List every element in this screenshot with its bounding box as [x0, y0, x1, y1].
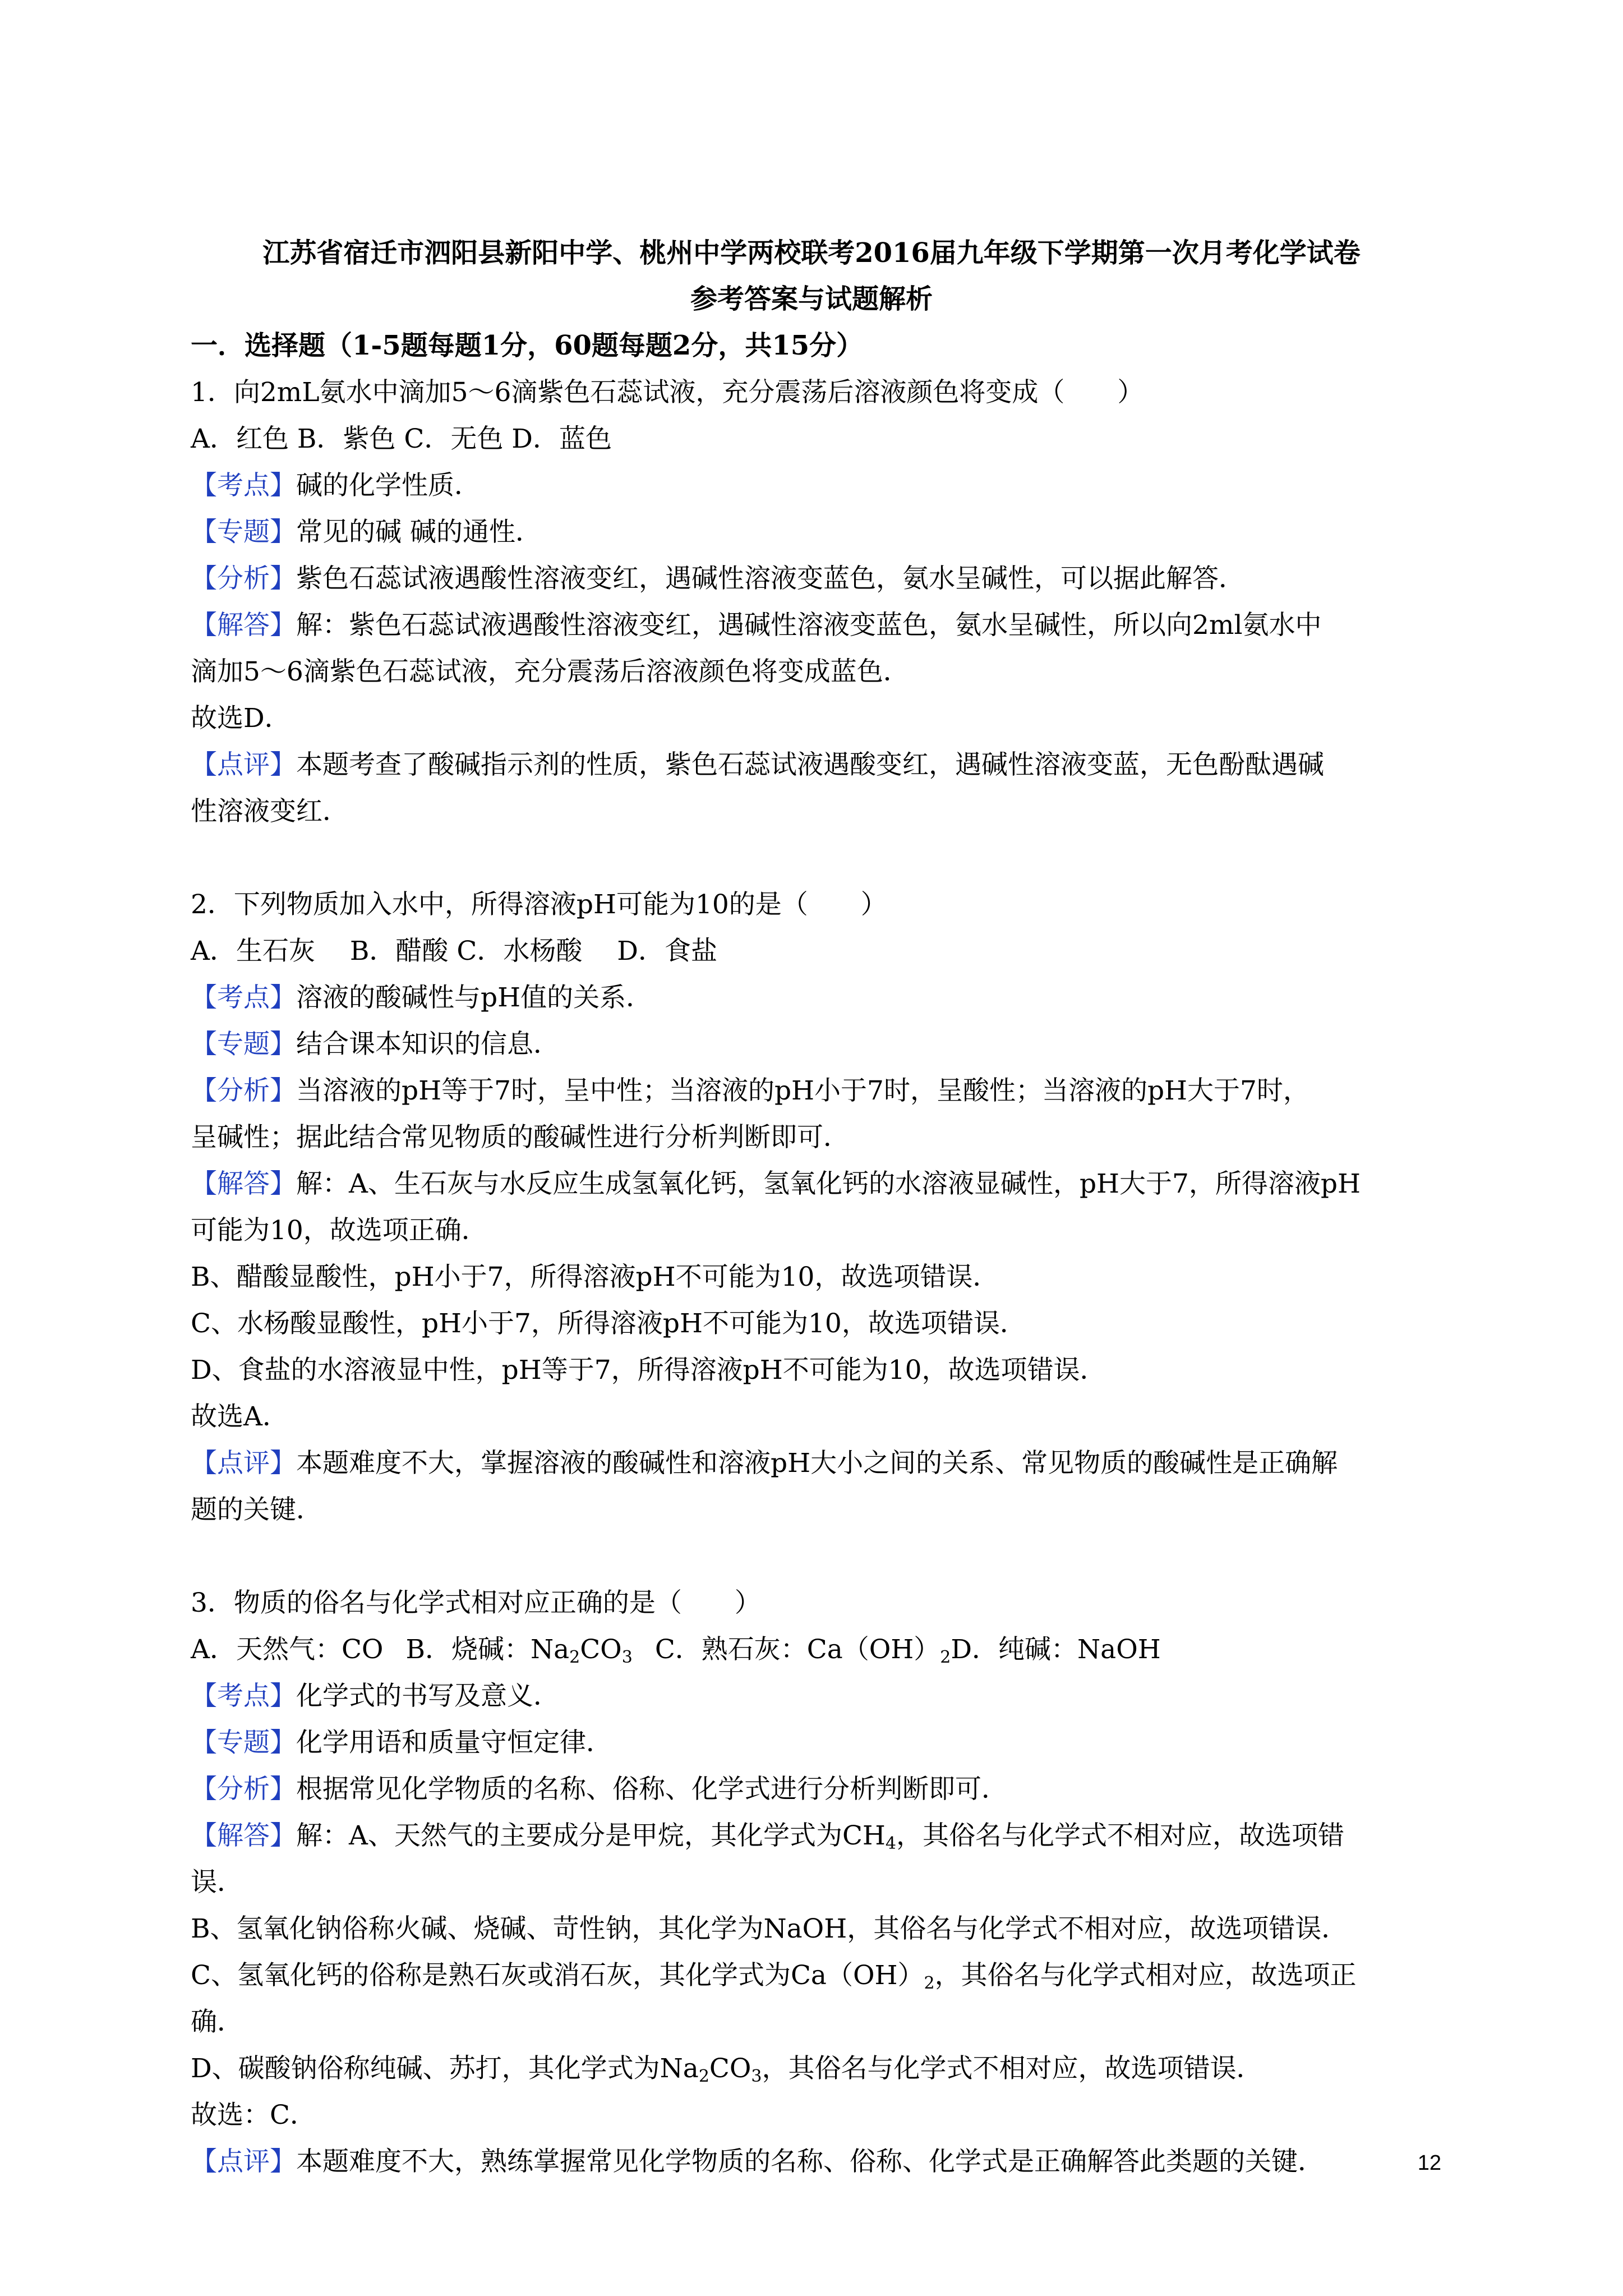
q3-answer: [191, 1812, 1441, 1859]
point-tag: 【考点】: [191, 470, 296, 501]
comment-tag: 【点评】: [191, 1448, 296, 1479]
q2-point-text: 溶液的酸碱性与pH值的关系．: [296, 982, 653, 1013]
q3-analysis: [191, 1766, 1441, 1812]
q2-topic: [191, 1021, 1441, 1068]
q3-answer-text: ，其俗名与化学式不相对应，故选项错: [896, 1820, 1344, 1851]
subscript: 2: [698, 2067, 709, 2086]
q2-comment: [191, 1440, 1441, 1487]
document-body: [191, 323, 1441, 2185]
subscript: 4: [885, 1834, 896, 1853]
q3-option-b: [405, 1634, 632, 1665]
q3-answer-c-text: C、氢氧化钙的俗称是熟石灰或消石灰，其化学式为Ca（OH）: [191, 1960, 924, 1991]
q2-choice: 故选A．: [191, 1401, 289, 1432]
q3-answer-d-text: ，其俗名与化学式不相对应，故选项错误．: [762, 2053, 1263, 2084]
q3-comment-text: 本题难度不大，熟练掌握常见化学物质的名称、俗称、化学式是正确解答此类题的关键．: [296, 2146, 1324, 2177]
q2-options: A．生石灰 B．醋酸 C．水杨酸 D．食盐: [191, 936, 717, 967]
q3-option-b-text: B．烧碱：Na: [405, 1634, 570, 1665]
q3-option-b-text: CO: [580, 1634, 622, 1665]
point-tag: 【考点】: [191, 982, 296, 1013]
page-number: 12: [1417, 2151, 1441, 2175]
q2-comment-cont: 题的关键．: [191, 1494, 322, 1525]
subscript: 2: [924, 1973, 935, 1993]
q1-comment-cont: 性溶液变红．: [191, 796, 349, 827]
q1-topic: [191, 509, 1441, 555]
spacer: [191, 1533, 1441, 1580]
q1-answer-cont: 滴加5～6滴紫色石蕊试液，充分震荡后溶液颜色将变成蓝色．: [191, 656, 910, 687]
q3-options: [191, 1626, 1441, 1673]
analysis-tag: 【分析】: [191, 1774, 296, 1805]
q2-analysis: [191, 1068, 1441, 1114]
topic-tag: 【专题】: [191, 1727, 296, 1758]
q3-answer-d-text: CO: [709, 2053, 751, 2084]
q3-answer-c-cont: 确．: [191, 2007, 243, 2037]
q1-topic-text: 常见的碱 碱的通性．: [296, 517, 542, 547]
q1-options: A．红色 B．紫色 C．无色 D．蓝色: [191, 424, 612, 454]
q2-analysis-text: 当溶液的pH等于7时，呈中性；当溶液的pH小于7时，呈酸性；当溶液的pH大于7时，: [296, 1075, 1310, 1106]
subscript: 2: [940, 1648, 951, 1667]
q1-analysis-text: 紫色石蕊试液遇酸性溶液变红，遇碱性溶液变蓝色，氨水呈碱性，可以据此解答．: [296, 563, 1245, 594]
subscript: 3: [621, 1648, 633, 1667]
answer-tag: 【解答】: [191, 1820, 296, 1851]
spacer: [191, 835, 1441, 881]
answer-tag: 【解答】: [191, 1168, 296, 1199]
q3-comment: [191, 2138, 1441, 2185]
q3-answer-d-text: D、碳酸钠俗称纯碱、苏打，其化学式为Na: [191, 2053, 699, 2084]
q1-comment-text: 本题考查了酸碱指示剂的性质，紫色石蕊试液遇酸变红，遇碱性溶液变蓝，无色酚酞遇碱: [296, 749, 1324, 780]
analysis-tag: 【分析】: [191, 563, 296, 594]
q3-point-text: 化学式的书写及意义．: [296, 1681, 560, 1711]
subscript: 3: [751, 2067, 762, 2086]
comment-tag: 【点评】: [191, 749, 296, 780]
q3-analysis-text: 根据常见化学物质的名称、俗称、化学式进行分析判断即可．: [296, 1774, 1008, 1805]
q1-stem: 1．向2mL氨水中滴加5～6滴紫色石蕊试液，充分震荡后溶液颜色将变成（ ）: [191, 377, 1144, 408]
q3-option-c: [655, 1634, 951, 1665]
q2-analysis-cont: 呈碱性；据此结合常见物质的酸碱性进行分析判断即可．: [191, 1122, 850, 1153]
q3-topic-text: 化学用语和质量守恒定律．: [296, 1727, 612, 1758]
q3-stem: 3．物质的俗名与化学式相对应正确的是（ ）: [191, 1588, 761, 1618]
q3-answer-cont: 误．: [191, 1867, 243, 1898]
topic-tag: 【专题】: [191, 517, 296, 547]
q3-answer-b: B、氢氧化钠俗称火碱、烧碱、苛性钠，其化学为NaOH，其俗名与化学式不相对应，故选项错误．: [191, 1913, 1348, 1944]
q2-answer-text: 解：A、生石灰与水反应生成氢氧化钙，氢氧化钙的水溶液显碱性，pH大于7，所得溶液pH: [296, 1168, 1361, 1199]
q3-option-c-text: C．熟石灰：Ca（OH）: [654, 1634, 940, 1665]
section-heading: 一．选择题（1-5题每题1分，60题每题2分，共15分）: [191, 330, 864, 361]
q1-answer: [191, 602, 1441, 648]
q3-choice: 故选：C．: [191, 2100, 316, 2131]
q2-point: [191, 974, 1441, 1021]
comment-tag: 【点评】: [191, 2146, 296, 2177]
q2-answer-d: D、食盐的水溶液显中性，pH等于7，所得溶液pH不可能为10，故选项错误．: [191, 1355, 1106, 1386]
exam-subtitle: 参考答案与试题解析: [690, 283, 933, 315]
q3-option-d: D．纯碱：NaOH: [951, 1634, 1161, 1665]
q3-point: [191, 1673, 1441, 1719]
q2-stem: 2．下列物质加入水中，所得溶液pH可能为10的是（ ）: [191, 889, 887, 920]
q3-topic: [191, 1719, 1441, 1766]
q1-comment: [191, 742, 1441, 788]
q2-answer-c: C、水杨酸显酸性，pH小于7，所得溶液pH不可能为10，故选项错误．: [191, 1308, 1026, 1339]
q1-point-text: 碱的化学性质．: [296, 470, 481, 501]
answer-tag: 【解答】: [191, 610, 296, 641]
point-tag: 【考点】: [191, 1681, 296, 1711]
q3-answer-d: [191, 2045, 1441, 2092]
topic-tag: 【专题】: [191, 1029, 296, 1060]
q3-option-a: A．天然气：CO: [191, 1634, 384, 1665]
q3-answer-c: [191, 1952, 1441, 1999]
q2-comment-text: 本题难度不大，掌握溶液的酸碱性和溶液pH大小之间的关系、常见物质的酸碱性是正确解: [296, 1448, 1338, 1479]
q1-answer-text: 解：紫色石蕊试液遇酸性溶液变红，遇碱性溶液变蓝色，氨水呈碱性，所以向2ml氨水中: [296, 610, 1322, 641]
analysis-tag: 【分析】: [191, 1075, 296, 1106]
q1-choice: 故选D．: [191, 703, 291, 734]
q1-point: [191, 462, 1441, 509]
q2-answer-cont: 可能为10，故选项正确．: [191, 1215, 488, 1246]
q2-answer-b: B、醋酸显酸性，pH小于7，所得溶液pH不可能为10，故选项错误．: [191, 1262, 999, 1292]
subscript: 2: [569, 1648, 580, 1667]
exam-title: 江苏省宿迁市泗阳县新阳中学、桃州中学两校联考2016届九年级下学期第一次月考化学试卷: [262, 237, 1361, 269]
q2-answer: [191, 1161, 1441, 1207]
q3-answer-text: 解：A、天然气的主要成分是甲烷，其化学式为CH: [296, 1820, 886, 1851]
q1-analysis: [191, 555, 1441, 602]
q3-answer-c-text: ，其俗名与化学式相对应，故选项正: [934, 1960, 1357, 1991]
q2-topic-text: 结合课本知识的信息．: [296, 1029, 560, 1060]
